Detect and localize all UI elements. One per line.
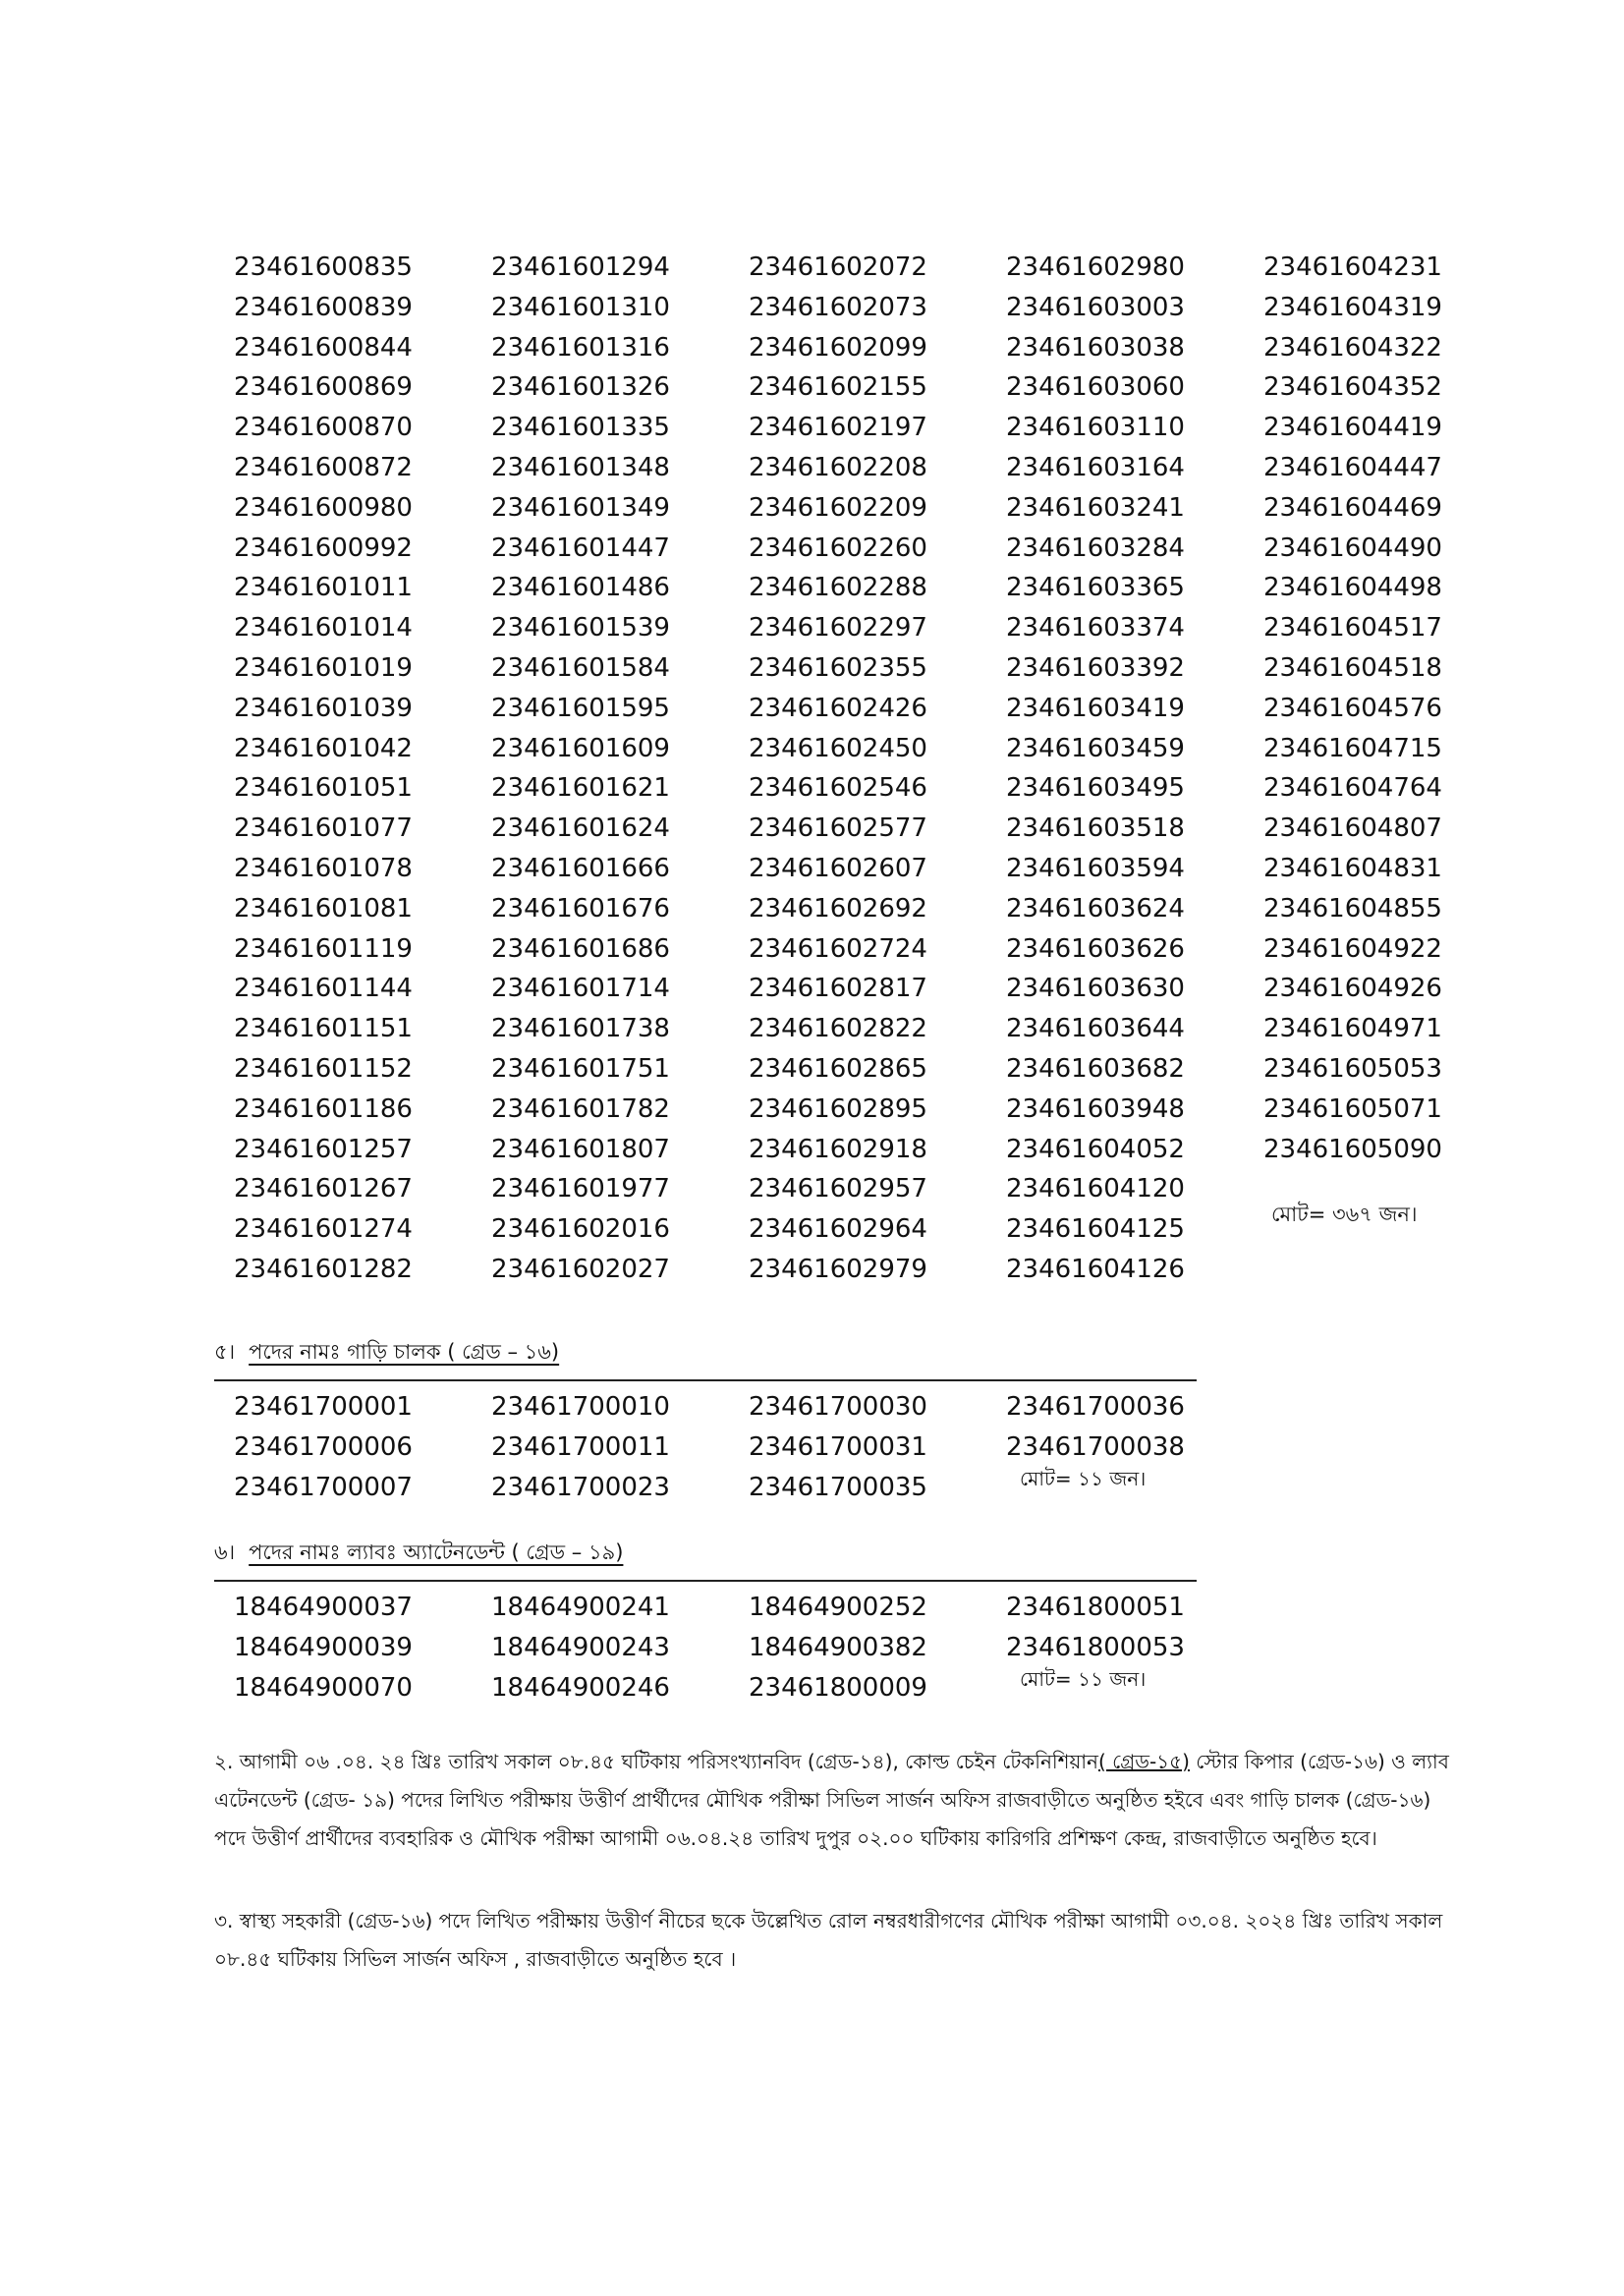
roll-number: 23461604231: [1263, 252, 1442, 282]
roll-number: 23461604352: [1263, 372, 1442, 403]
roll-number: 23461601666: [491, 853, 670, 883]
roll-number: 23461604971: [1263, 1014, 1442, 1044]
roll-number: 23461601782: [491, 1093, 670, 1124]
roll-number: 23461603038: [1006, 332, 1185, 363]
section-6-column-1: [234, 1588, 491, 1708]
roll-number: 23461602692: [749, 893, 927, 924]
section-5-number: ৫।: [214, 1340, 236, 1364]
roll-number: 23461600980: [234, 492, 413, 523]
roll-number: 23461800053: [1006, 1632, 1185, 1662]
roll-number-table: [234, 248, 1460, 1290]
roll-column-1: [234, 248, 491, 1290]
roll-number: 23461601676: [491, 893, 670, 924]
roll-number: 23461603594: [1006, 853, 1185, 883]
section-6-number: ৬।: [214, 1540, 236, 1564]
roll-number: 23461602155: [749, 372, 927, 403]
roll-number: 23461602865: [749, 1053, 927, 1084]
roll-number: 23461601584: [491, 652, 670, 683]
roll-number: 23461603060: [1006, 372, 1185, 403]
section-6-divider: [214, 1580, 1197, 1582]
section-5-column-2: [491, 1387, 749, 1507]
roll-number: 23461601257: [234, 1134, 413, 1164]
section-6-roll-table: [234, 1588, 1263, 1708]
roll-number: 23461600839: [234, 292, 413, 322]
roll-number: 23461603365: [1006, 573, 1185, 603]
roll-number: 23461700023: [491, 1472, 670, 1502]
roll-number: 23461602297: [749, 613, 927, 644]
paragraph-2-text-b: স্টোর কিপার (গ্রেড-১৬) ও ল্যাব এটেনডেন্ট (গ্রেড- ১৯) পদের লিখিত পরীক্ষায় উত্তীর্ণ প্রার্থীদের মৌখিক পরীক্ষা সিভিল সার্জন অফিস রাজবাড়ীতে অনুষ্ঠিত হইবে এবং গাড়ি চালক (গ্রেড-১৬) পদে উত্তীর্ণ প্রার্থীদের ব্যবহারিক ও মৌখিক পরীক্ষা আগামী ০৬.০৪.২৪ তারিখ দুপুর ০২.০০ ঘটিকায় কারিগরি প্রশিক্ষণ কেন্দ্র, রাজবাড়ীতে অনুষ্ঠিত হবে।: [214, 1750, 1449, 1850]
section-5-column-1: [234, 1387, 491, 1507]
total-count: মোট= ৩৬৭ জন।: [1271, 1203, 1418, 1226]
roll-number: 23461603948: [1006, 1093, 1185, 1124]
roll-number: 23461601119: [234, 933, 413, 964]
roll-number: 18464900243: [491, 1632, 670, 1662]
roll-number: 23461605053: [1263, 1053, 1442, 1084]
roll-number: 23461600870: [234, 413, 413, 443]
roll-number: 23461604517: [1263, 613, 1442, 644]
roll-number: 23461601807: [491, 1134, 670, 1164]
roll-column-3: [749, 248, 1006, 1290]
roll-number: 23461601326: [491, 372, 670, 403]
roll-number: 23461604447: [1263, 452, 1442, 482]
section-6-heading: [214, 1537, 623, 1571]
roll-number: 23461600872: [234, 452, 413, 482]
roll-number: 23461602918: [749, 1134, 927, 1164]
roll-number: 23461603626: [1006, 933, 1185, 964]
roll-number: 23461601282: [234, 1254, 413, 1284]
roll-number: 23461601081: [234, 893, 413, 924]
roll-number: 23461603392: [1006, 652, 1185, 683]
roll-number: 23461700031: [749, 1431, 927, 1462]
roll-number: 23461602073: [749, 292, 927, 322]
section-5-roll-table: [234, 1387, 1263, 1507]
roll-number: 23461602895: [749, 1093, 927, 1124]
roll-number: 23461601977: [491, 1174, 670, 1204]
roll-number: 23461602546: [749, 773, 927, 804]
roll-number: 23461602260: [749, 532, 927, 563]
roll-number: 23461603644: [1006, 1014, 1185, 1044]
roll-number: 23461605090: [1263, 1134, 1442, 1164]
roll-number: 23461601335: [491, 413, 670, 443]
section-6-title: পদের নামঃ ল্যাবঃ অ্যাটেনডেন্ট ( গ্রেড – ১৯): [249, 1540, 624, 1564]
roll-number: 23461601348: [491, 452, 670, 482]
roll-number: 23461601539: [491, 613, 670, 644]
roll-number: 23461800009: [749, 1672, 927, 1703]
roll-number: 18464900246: [491, 1672, 670, 1703]
roll-number: 23461603624: [1006, 893, 1185, 924]
roll-number: 18464900037: [234, 1593, 413, 1622]
roll-number: 23461604490: [1263, 532, 1442, 563]
roll-number: 23461601051: [234, 773, 413, 804]
roll-number: 23461601186: [234, 1093, 413, 1124]
roll-number: 23461601144: [234, 974, 413, 1004]
roll-number: 23461600869: [234, 372, 413, 403]
roll-number: 23461603164: [1006, 452, 1185, 482]
section-5-divider: [214, 1379, 1197, 1381]
roll-number: 23461603459: [1006, 733, 1185, 763]
roll-number: 23461601714: [491, 974, 670, 1004]
roll-number: 23461605071: [1263, 1093, 1442, 1124]
section-5-column-3: [749, 1387, 1006, 1507]
roll-number: 23461604807: [1263, 813, 1442, 844]
roll-number: 23461602817: [749, 974, 927, 1004]
roll-number: 23461601310: [491, 292, 670, 322]
roll-number: 23461602822: [749, 1014, 927, 1044]
roll-number: 23461700007: [234, 1472, 413, 1502]
roll-number: 18464900241: [491, 1593, 670, 1622]
roll-number: 23461601151: [234, 1014, 413, 1044]
roll-number: 23461700010: [491, 1392, 670, 1422]
roll-number: 23461602016: [491, 1214, 670, 1245]
notice-paragraph-2: [214, 1743, 1452, 1858]
roll-number: 23461601624: [491, 813, 670, 844]
paragraph-2-text-a: ২. আগামী ০৬ .০৪. ২৪ খ্রিঃ তারিখ সকাল ০৮.৪৫ ঘটিকায় পরিসংখ্যানবিদ (গ্রেড-১৪), কোল্ড চেইন টেকনিশিয়ান: [214, 1750, 1098, 1773]
roll-number: 23461604498: [1263, 573, 1442, 603]
section-6-column-4: [1006, 1588, 1263, 1708]
roll-number: 18464900382: [749, 1632, 927, 1662]
roll-number: 23461602426: [749, 693, 927, 723]
roll-number: 23461604319: [1263, 292, 1442, 322]
roll-number: 23461604922: [1263, 933, 1442, 964]
roll-number: 23461601039: [234, 693, 413, 723]
roll-number: 23461603374: [1006, 613, 1185, 644]
roll-number: 23461603110: [1006, 413, 1185, 443]
roll-number: 23461601349: [491, 492, 670, 523]
roll-number: 23461601738: [491, 1014, 670, 1044]
roll-number: 23461601686: [491, 933, 670, 964]
total-count: মোট= ১১ জন।: [1020, 1666, 1147, 1691]
roll-number: 23461602577: [749, 813, 927, 844]
roll-number: 23461700035: [749, 1472, 927, 1502]
roll-number: 23461604322: [1263, 332, 1442, 363]
roll-number: 23461602099: [749, 332, 927, 363]
roll-number: 23461603241: [1006, 492, 1185, 523]
roll-number: 23461700006: [234, 1431, 413, 1462]
roll-number: 23461602450: [749, 733, 927, 763]
roll-number: 23461601595: [491, 693, 670, 723]
roll-number: 23461602979: [749, 1254, 927, 1284]
total-count: মোট= ১১ জন।: [1020, 1466, 1147, 1490]
roll-number: 23461600835: [234, 252, 413, 282]
roll-number: 23461601609: [491, 733, 670, 763]
roll-number: 23461604831: [1263, 853, 1442, 883]
roll-number: 23461601077: [234, 813, 413, 844]
roll-number: 23461700001: [234, 1392, 413, 1422]
roll-number: 23461601014: [234, 613, 413, 644]
roll-number: 23461602355: [749, 652, 927, 683]
roll-number: 23461604120: [1006, 1174, 1185, 1204]
roll-number: 23461601751: [491, 1053, 670, 1084]
roll-number: 23461602607: [749, 853, 927, 883]
roll-number: 23461602957: [749, 1174, 927, 1204]
roll-number: 23461603419: [1006, 693, 1185, 723]
roll-number: 23461602208: [749, 452, 927, 482]
roll-number: 23461601267: [234, 1174, 413, 1204]
roll-number: 23461601447: [491, 532, 670, 563]
roll-number: 23461700011: [491, 1431, 670, 1462]
roll-number: 23461601274: [234, 1214, 413, 1245]
roll-number: 23461700036: [1006, 1392, 1185, 1422]
roll-column-2: [491, 248, 749, 1290]
section-5-heading: [214, 1336, 559, 1371]
roll-number: 23461601042: [234, 733, 413, 763]
roll-number: 18464900252: [749, 1593, 927, 1622]
section-6-column-3: [749, 1588, 1006, 1708]
roll-number: 23461603630: [1006, 974, 1185, 1004]
roll-number: 23461603003: [1006, 292, 1185, 322]
roll-number: 23461602027: [491, 1254, 670, 1284]
section-6-column-2: [491, 1588, 749, 1708]
roll-number: 23461604926: [1263, 974, 1442, 1004]
roll-number: 23461603284: [1006, 532, 1185, 563]
roll-number: 18464900070: [234, 1672, 413, 1703]
roll-number: 23461602964: [749, 1214, 927, 1245]
roll-number: 23461604125: [1006, 1214, 1185, 1245]
roll-number: 23461601152: [234, 1053, 413, 1084]
roll-number: 23461604855: [1263, 893, 1442, 924]
roll-number: 18464900039: [234, 1632, 413, 1662]
roll-number: 23461601294: [491, 252, 670, 282]
roll-number: 23461600844: [234, 332, 413, 363]
roll-number: 23461604419: [1263, 413, 1442, 443]
roll-number: 23461601078: [234, 853, 413, 883]
roll-number: 23461601019: [234, 652, 413, 683]
paragraph-3-text: ৩. স্বাস্থ্য সহকারী (গ্রেড-১৬) পদে লিখিত পরীক্ষায় উত্তীর্ণ নীচের ছকে উল্লেখিত রোল নম্বরধারীগণের মৌখিক পরীক্ষা আগামী ০৩.০৪. ২০২৪ খ্রিঃ তারিখ সকাল ০৮.৪৫ ঘটিকায় সিভিল সার্জন অফিস , রাজবাড়ীতে অনুষ্ঠিত হবে ।: [214, 1909, 1443, 1971]
notice-paragraph-3: [214, 1902, 1452, 1979]
roll-number: 23461604518: [1263, 652, 1442, 683]
roll-number: 23461602072: [749, 252, 927, 282]
roll-number: 23461603495: [1006, 773, 1185, 804]
roll-number: 23461604576: [1263, 693, 1442, 723]
roll-number: 23461602980: [1006, 252, 1185, 282]
roll-number: 23461602288: [749, 573, 927, 603]
roll-column-5: [1263, 248, 1460, 1290]
roll-number: 23461604052: [1006, 1134, 1185, 1164]
roll-number: 23461601486: [491, 573, 670, 603]
roll-number: 23461602209: [749, 492, 927, 523]
paragraph-2-underlined: ( গ্রেড-১৫): [1097, 1750, 1190, 1773]
roll-number: 23461604469: [1263, 492, 1442, 523]
roll-number: 23461604715: [1263, 733, 1442, 763]
section-5-column-4: [1006, 1387, 1263, 1507]
roll-column-4: [1006, 248, 1263, 1290]
roll-number: 23461602197: [749, 413, 927, 443]
roll-number: 23461603518: [1006, 813, 1185, 844]
roll-number: 23461603682: [1006, 1053, 1185, 1084]
roll-number: 23461800051: [1006, 1593, 1185, 1622]
roll-number: 23461601316: [491, 332, 670, 363]
roll-number: 23461700030: [749, 1392, 927, 1422]
roll-number: 23461601011: [234, 573, 413, 603]
roll-number: 23461700038: [1006, 1431, 1185, 1462]
roll-number: 23461602724: [749, 933, 927, 964]
section-5-title: পদের নামঃ গাড়ি চালক ( গ্রেড – ১৬): [249, 1340, 560, 1364]
roll-number: 23461600992: [234, 532, 413, 563]
roll-number: 23461601621: [491, 773, 670, 804]
roll-number: 23461604764: [1263, 773, 1442, 804]
roll-number: 23461604126: [1006, 1254, 1185, 1284]
